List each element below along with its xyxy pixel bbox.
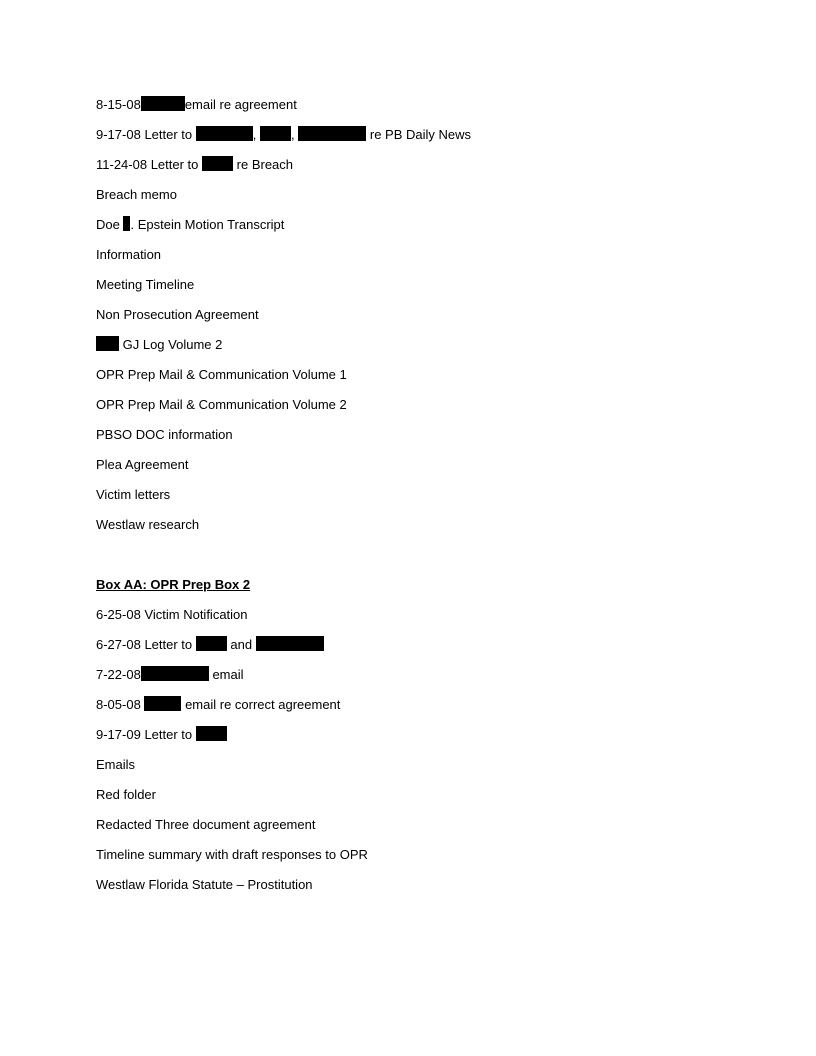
list-item [96, 246, 161, 264]
item-text: Meeting Timeline [96, 277, 195, 292]
item-text: Letter to [144, 127, 193, 142]
redaction-block [144, 696, 181, 711]
item-text: OPR Prep Mail & Communication Volume 2 [96, 397, 347, 412]
list-item [96, 126, 471, 144]
list-item [96, 786, 156, 804]
redaction-block [260, 126, 291, 141]
item-date: 9-17-08 [96, 127, 141, 142]
item-text: and [230, 637, 253, 652]
item-text: OPR Prep Mail & Communication Volume 1 [96, 367, 347, 382]
item-date: 8-05-08 [96, 697, 141, 712]
item-text: GJ Log Volume 2 [122, 337, 223, 352]
item-text: Westlaw Florida Statute – Prostitution [96, 877, 313, 892]
redaction-block [256, 636, 324, 651]
item-date: 7-22-08 [96, 667, 141, 682]
item-date: 9-17-09 [96, 727, 141, 742]
separator: , [252, 127, 257, 142]
redaction-block [96, 336, 119, 351]
item-text: . Epstein Motion Transcript [130, 217, 285, 232]
list-item [96, 216, 284, 234]
list-item [96, 756, 135, 774]
list-item [96, 426, 233, 444]
item-text: Red folder [96, 787, 156, 802]
list-item [96, 156, 293, 174]
redaction-block [202, 156, 233, 171]
item-date: 8-15-08 [96, 97, 141, 112]
item-text: email re agreement [184, 97, 297, 112]
item-text: PBSO DOC information [96, 427, 233, 442]
item-text: Timeline summary with draft responses to OPR [96, 847, 368, 862]
item-text: Breach memo [96, 187, 177, 202]
item-text: Doe [96, 217, 120, 232]
section-heading: Box AA: OPR Prep Box 2 [96, 577, 251, 592]
item-text: Non Prosecution Agreement [96, 307, 259, 322]
item-text: Letter to [150, 157, 199, 172]
item-text: Redacted Three document agreement [96, 817, 316, 832]
item-text: Victim letters [96, 487, 171, 502]
item-date: 6-27-08 [96, 637, 141, 652]
list-item [96, 636, 324, 654]
item-text: Victim Notification [144, 607, 248, 622]
item-text: Plea Agreement [96, 457, 189, 472]
list-item [96, 516, 199, 534]
redaction-block [141, 666, 209, 681]
item-text: re PB Daily News [369, 127, 472, 142]
item-text: Westlaw research [96, 517, 200, 532]
list-item [96, 366, 347, 384]
list-item [96, 336, 222, 354]
list-item [96, 186, 177, 204]
list-item [96, 306, 259, 324]
item-text: Information [96, 247, 162, 262]
list-item [96, 276, 194, 294]
redaction-block [196, 126, 253, 141]
redaction-block [196, 636, 227, 651]
item-text: Letter to [144, 637, 193, 652]
item-text: re Breach [236, 157, 294, 172]
list-item [96, 726, 227, 744]
item-text: Emails [96, 757, 136, 772]
list-item [96, 666, 244, 684]
item-date: 11-24-08 [96, 157, 148, 172]
list-item [96, 816, 315, 834]
list-item [96, 696, 340, 714]
list-item [96, 456, 189, 474]
list-item [96, 846, 368, 864]
separator: , [291, 127, 295, 142]
item-date: 6-25-08 [96, 607, 141, 622]
list-item [96, 96, 297, 114]
redaction-block [141, 96, 185, 111]
list-item [96, 606, 248, 624]
item-text: email [212, 667, 244, 682]
redaction-block [196, 726, 227, 741]
list-item [96, 396, 347, 414]
list-item [96, 876, 313, 894]
item-text: Letter to [144, 727, 193, 742]
item-text: email re correct agreement [185, 697, 341, 712]
list-item [96, 486, 170, 504]
redaction-block [298, 126, 366, 141]
